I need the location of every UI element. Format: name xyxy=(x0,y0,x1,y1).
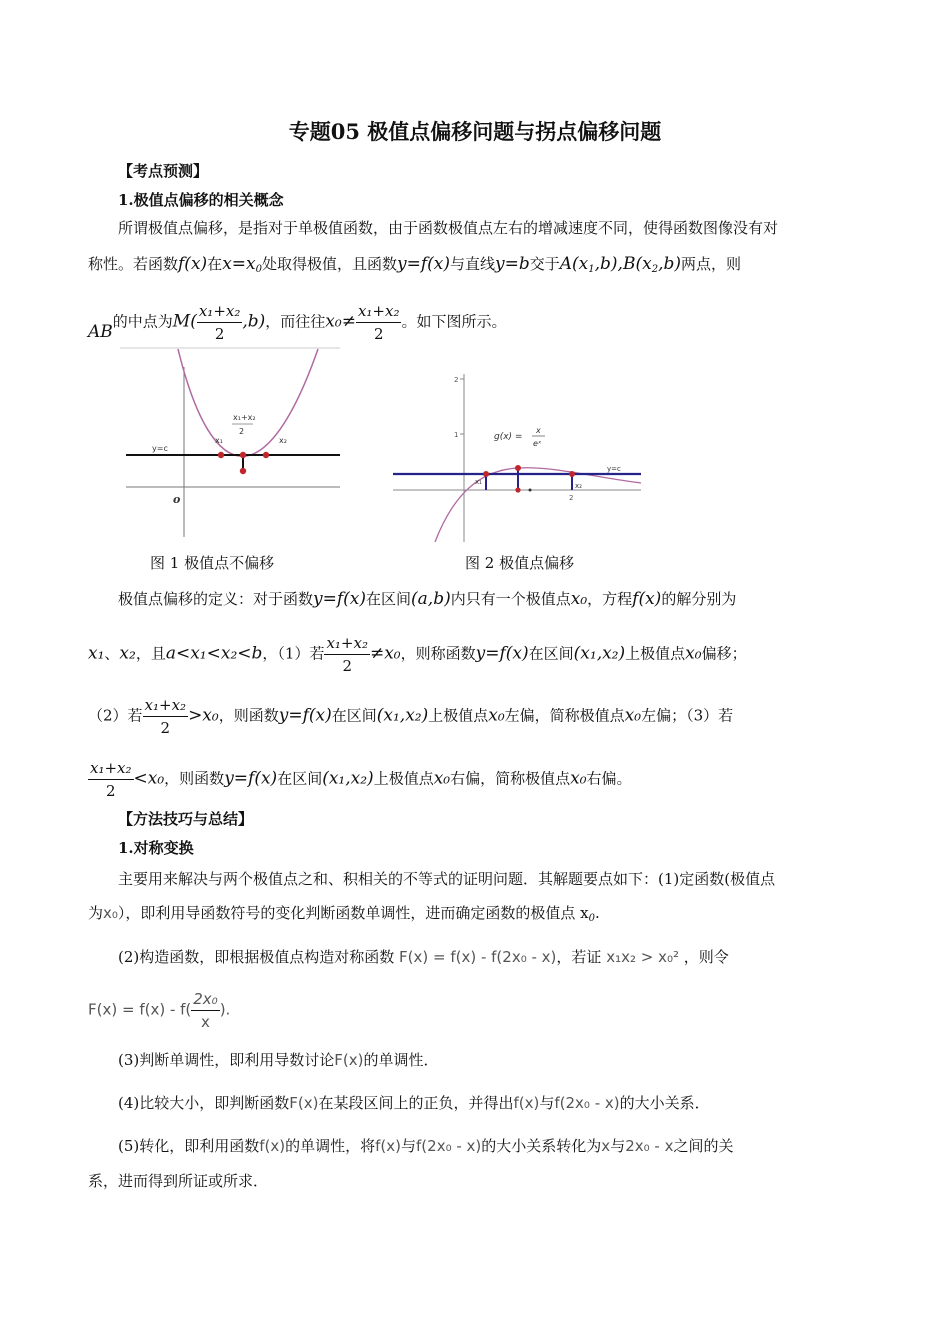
fraction-midpoint: $\frac{\text{x₁+x₂}}{2}$ xyxy=(90,759,132,800)
paragraph-line: （2）若 $\frac{\text{x₁+x₂}}{2}$ >x₀，则函数y=f(x)在区间(x₁,x₂)上极值点x₀左偏，简称极值点x₀左偏；（3）若 xyxy=(88,696,734,737)
figure-1-caption: 图 1 极值点不偏移 xyxy=(150,554,275,572)
fraction-2x0-over-x: $\frac{\text{2x₀}}{x}$ xyxy=(193,990,218,1031)
figure-label: x xyxy=(536,426,541,435)
figure-2-caption: 图 2 极值点偏移 xyxy=(465,554,575,572)
paragraph-line: (3)判断单调性，即利用导数讨论F(x)的单调性． xyxy=(118,1051,439,1069)
figure-label: x₁+x₂ xyxy=(233,413,256,422)
fraction-midpoint: $\frac{\text{x₁+x₂}}{2}$ xyxy=(357,302,400,343)
fraction-midpoint: $\frac{\text{x₁+x₂}}{2}$ xyxy=(144,696,187,737)
figure-label: y=c xyxy=(607,465,621,473)
figure-label: x₁ xyxy=(215,436,223,445)
paragraph-line: 极值点偏移的定义：对于函数y=f(x)在区间(a,b)内只有一个极值点x₀，方程f(x)的解分别为 xyxy=(118,589,737,609)
fraction-midpoint: $\frac{\text{x₁+x₂}}{2}$ xyxy=(198,302,241,343)
subheading-symmetry: 1.对称变换 xyxy=(118,839,194,857)
paragraph-line: (5)转化，即利用函数f(x)的单调性，将f(x)与f(2x₀ - x)的大小关系转化为x与2x₀ - x之间的关 xyxy=(118,1137,734,1155)
paragraph-line: 所谓极值点偏移，是指对于单极值函数，由于函数极值点左右的增减速度不同，使得函数图像没有对 xyxy=(118,219,779,237)
section-heading-predict: 【考点预测】 xyxy=(118,162,209,180)
figure-label: eˣ xyxy=(533,439,542,448)
fraction-midpoint: $\frac{\text{x₁+x₂}}{2}$ xyxy=(326,634,368,675)
subheading-concept: 1.极值点偏移的相关概念 xyxy=(118,191,284,209)
paragraph-line: 为x₀），即利用导函数符号的变化判断函数单调性，进而确定函数的极值点 $x_0$. xyxy=(88,904,600,924)
paragraph-line: 主要用来解决与两个极值点之和、积相关的不等式的证明问题．其解题要点如下：(1)定函数(极值点 xyxy=(118,870,776,888)
figure-label: 2 xyxy=(239,427,245,436)
figure-label: 1 xyxy=(454,431,459,439)
figure-1-graph xyxy=(118,347,343,542)
figure-2-graph xyxy=(393,370,643,542)
page-title: 专题05 极值点偏移问题与拐点偏移问题 xyxy=(288,119,662,144)
figure-label: 2 xyxy=(569,494,574,502)
section-heading-methods: 【方法技巧与总结】 xyxy=(118,810,254,828)
paragraph-line: $\frac{\text{x₁+x₂}}{2}$ <x₀，则函数y=f(x)在区间(x₁,x₂)上极值点x₀右偏，简称极值点x₀右偏。 xyxy=(90,759,632,800)
figure-label: x₁ xyxy=(475,478,482,486)
figure-label: y=c xyxy=(152,444,168,453)
paragraph-line: (2)构造函数，即根据极值点构造对称函数 F(x) = f(x) - f(2x₀ - x)，若证 x₁x₂ > x₀² ，则令 xyxy=(118,948,729,966)
figure-label: x₂ xyxy=(279,436,287,445)
paragraph-line: x₁、x₂，且a<x₁<x₂<b，（1）若 $\frac{\text{x₁+x₂}}{2}$ ≠x₀，则称函数y=f(x)在区间(x₁,x₂)上极值点x₀偏移； xyxy=(88,634,747,675)
paragraph-line: 称性。若函数f(x)在$x=x_0$处取得极值，且函数y=f(x)与直线y=b交于$A(x_1,b),B(x_2,b)$两点，则 xyxy=(88,254,741,275)
paragraph-line: AB的中点为M( $\frac{\text{x₁+x₂}}{2}$ ,b)，而往往x₀≠ $\frac{\text{x₁+x₂}}{2}$ 。如下图所示。 xyxy=(88,302,507,343)
paragraph-line: F(x) = f(x) - f( $\frac{\text{2x₀}}{x}$ ). xyxy=(88,990,231,1031)
figure-label: o xyxy=(173,493,181,506)
figure-label: 2 xyxy=(454,376,459,384)
paragraph-line: 系，进而得到所证或所求． xyxy=(88,1172,269,1190)
figure-label: x₂ xyxy=(575,482,582,490)
paragraph-line: (4)比较大小，即判断函数F(x)在某段区间上的正负，并得出f(x)与f(2x₀ - x)的大小关系． xyxy=(118,1094,710,1112)
figure-label: g(x) = xyxy=(494,432,523,442)
